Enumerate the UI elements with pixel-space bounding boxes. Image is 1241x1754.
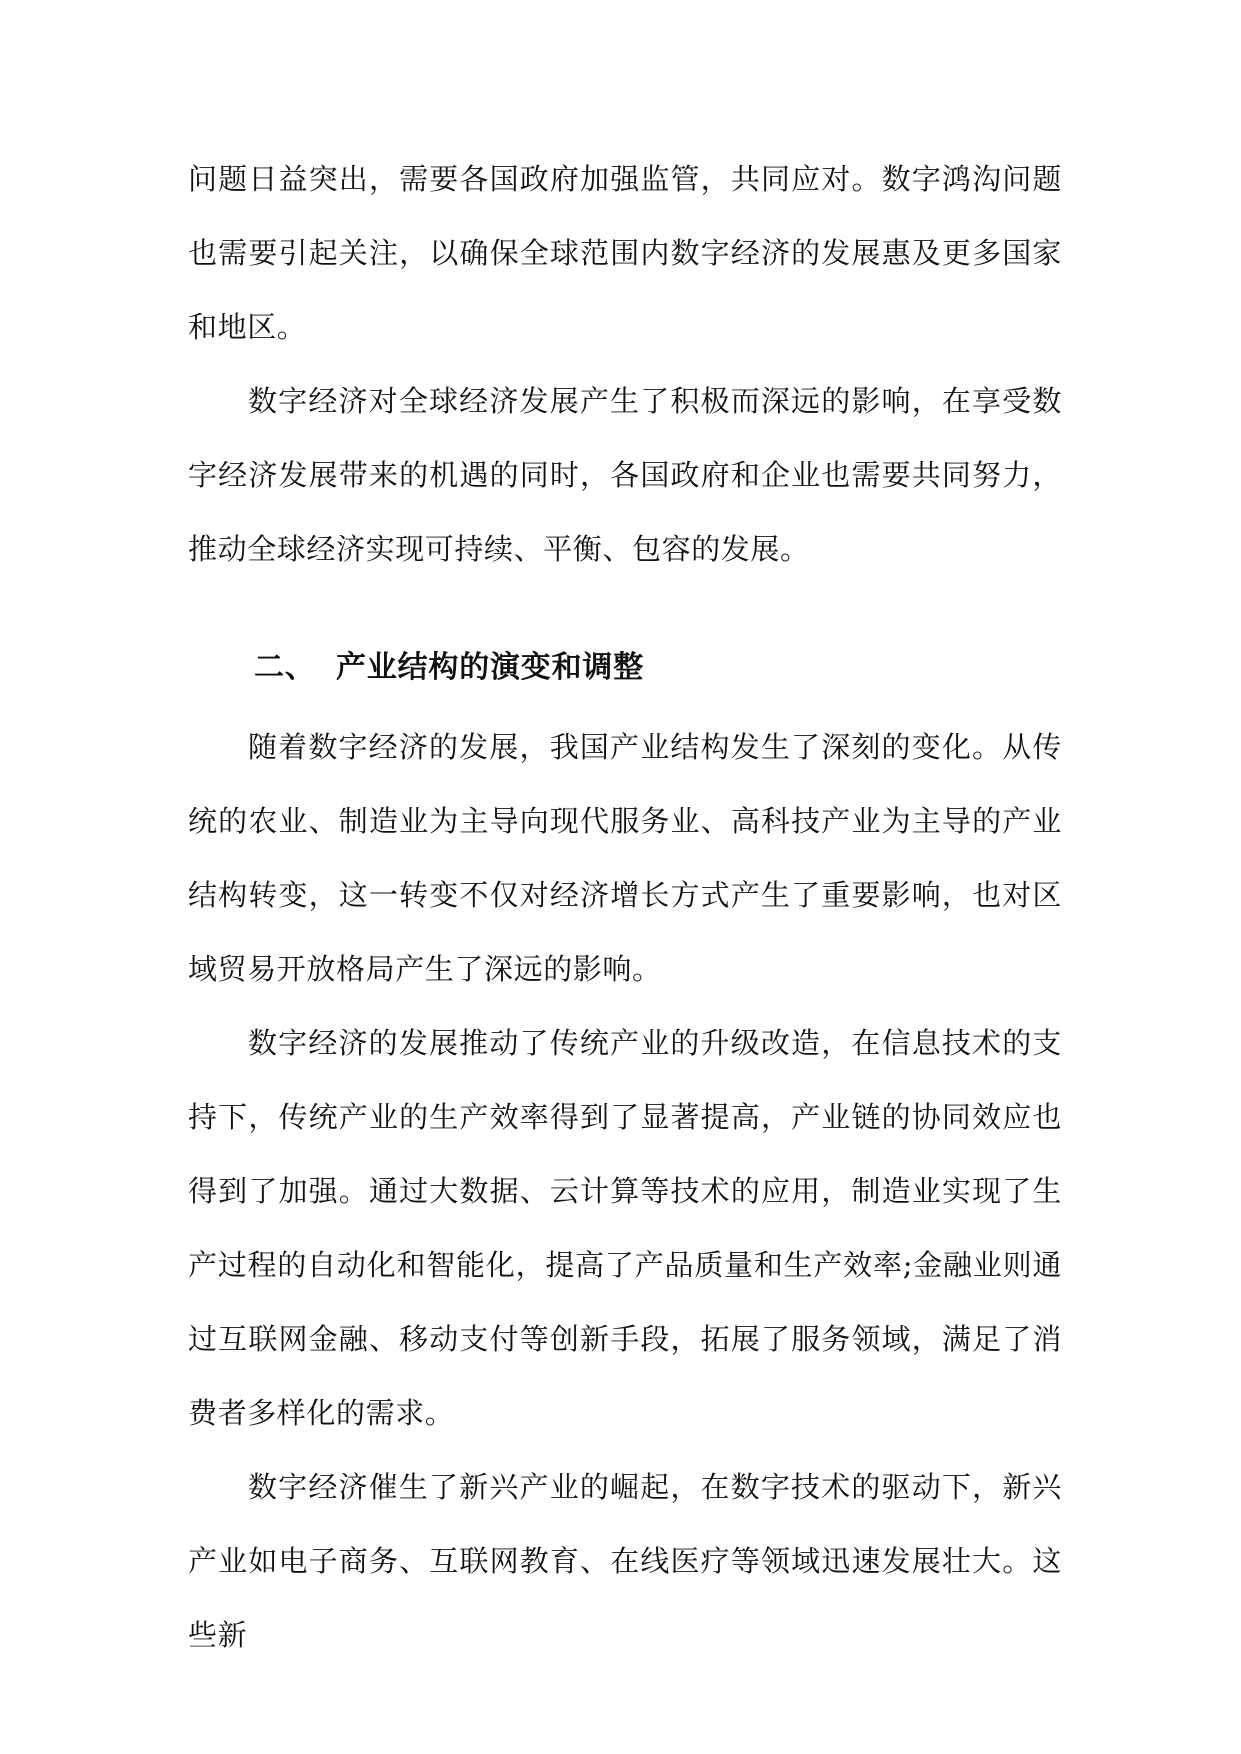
paragraph-continuation: 问题日益突出，需要各国政府加强监管，共同应对。数字鸿沟问题也需要引起关注，以确保全球范围内数字经济的发展惠及更多国家和地区。 [188, 162, 1062, 344]
paragraph-traditional-upgrade: 数字经济的发展推动了传统产业的升级改造，在信息技术的支持下，传统产业的生产效率得到了显著提高，产业链的协同效应也得到了加强。通过大数据、云计算等技术的应用，制造业实现了生产过程的自动化和智能化，提高了产品质量和生产效率;金融业则通过互联网金融、移动支付等创新手段，拓展了服务领域，满足了消费者多样化的需求。 [188, 1026, 1062, 1430]
document-body [188, 142, 1062, 1672]
paragraph-structure-change: 随着数字经济的发展，我国产业结构发生了深刻的变化。从传统的农业、制造业为主导向现代服务业、高科技产业为主导的产业结构转变，这一转变不仅对经济增长方式产生了重要影响，也对区域贸易开放格局产生了深远的影响。 [188, 730, 1062, 986]
section-heading [188, 630, 1062, 706]
section-title: 产业结构的演变和调整 [336, 650, 644, 685]
paragraph-global-impact: 数字经济对全球经济发展产生了积极而深远的影响，在享受数字经济发展带来的机遇的同时，各国政府和企业也需要共同努力，推动全球经济实现可持续、平衡、包容的发展。 [188, 384, 1062, 566]
paragraph-emerging-industries: 数字经济催生了新兴产业的崛起，在数字技术的驱动下，新兴产业如电子商务、互联网教育、在线医疗等领域迅速发展壮大。这些新 [188, 1470, 1062, 1652]
section-number: 二、 [254, 650, 316, 685]
